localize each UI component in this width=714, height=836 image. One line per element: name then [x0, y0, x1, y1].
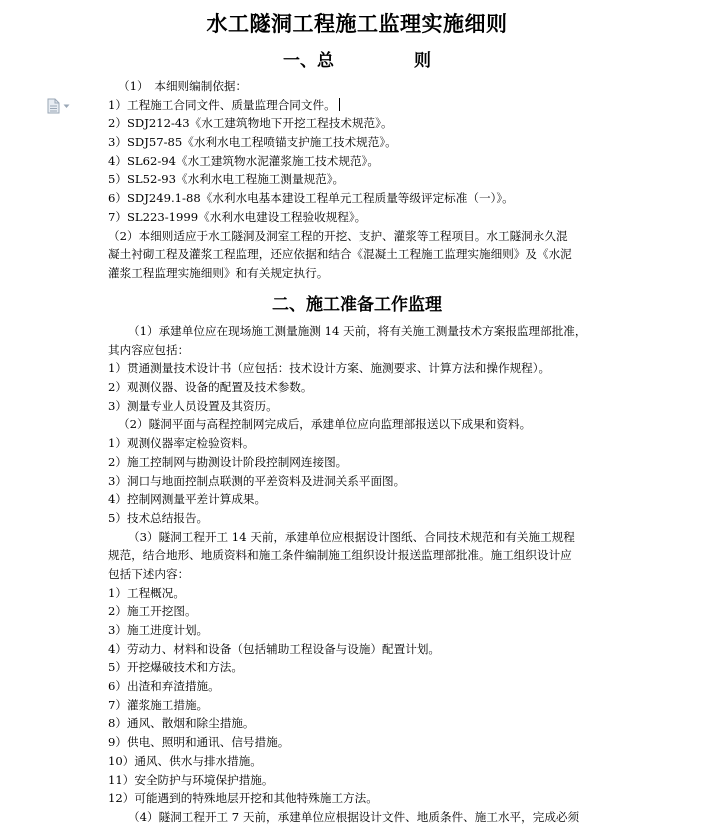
text-line: 规范，结合地形、地质资料和施工条件编制施工组织设计报送监理部批准。施工组织设计应: [108, 548, 572, 563]
chevron-down-icon: [63, 104, 70, 109]
text-line: 5）技术总结报告。: [108, 510, 209, 525]
text-line: 4）控制网测量平差计算成果。: [108, 492, 267, 507]
text-line: 1）工程概况。: [108, 585, 185, 600]
text-line: 6）SDJ249.1-88《水利水电基本建设工程单元工程质量等级评定标准（一）》。: [108, 191, 514, 206]
text-line: 7）灌浆施工措施。: [108, 697, 209, 712]
text-line: 其内容应包括：: [108, 342, 190, 357]
text-line: （1）承建单位应在现场施工测量施测 14 天前，将有关施工测量技术方案报监理部批准，: [128, 324, 587, 338]
document-icon: [47, 98, 60, 114]
text-line: （2）本细则适应于水工隧洞及洞室工程的开挖、支护、灌浆等工程项目。水工隧洞永久混: [108, 228, 568, 243]
text-line: 5）开挖爆破技术和方法。: [108, 660, 243, 675]
document-options-button[interactable]: [47, 98, 75, 114]
text-line: 10）通风、供水与排水措施。: [108, 753, 262, 768]
text-line: 12）可能遇到的特殊地层开挖和其他特殊施工方法。: [108, 791, 378, 806]
text-line: （4）隧洞工程开工 7 天前，承建单位应根据设计文件、地质条件、施工水平，完成必须: [128, 809, 580, 824]
text-line: 6）出渣和弃渣措施。: [108, 679, 220, 694]
section-heading-part-a: 一、总: [283, 51, 334, 71]
text-line: 3）施工进度计划。: [108, 623, 209, 637]
text-line: （1） 本细则编制依据：: [118, 79, 248, 93]
text-line: 2）施工控制网与勘测设计阶段控制网连接图。: [108, 454, 348, 469]
text-line: （3）隧洞工程开工 14 天前，承建单位应根据设计图纸、合同技术规范和有关施工规程: [128, 529, 575, 544]
text-line: 5）SL52-93《水利水电工程施工测量规范》。: [108, 172, 345, 187]
text-line: 4）SL62-94《水工建筑物水泥灌浆施工技术规范》。: [108, 153, 379, 168]
text-line: 包括下述内容：: [108, 566, 190, 581]
text-line: 灌浆工程监理实施细则》和有关规定执行。: [108, 265, 329, 280]
text-cursor: [339, 98, 341, 111]
text-line: 7）SL223-1999《水利水电建设工程验收规程》。: [108, 209, 367, 224]
section-heading-general: [0, 50, 714, 72]
text-line: 1）观测仪器率定检验资料。: [108, 436, 255, 451]
text-line: 4）劳动力、材料和设备（包括辅助工程设备与设施）配置计划。: [108, 641, 441, 656]
text-line: 3）SDJ57-85《水利水电工程喷锚支护施工技术规范》。: [108, 135, 397, 150]
text-line: 3）洞口与地面控制点联测的平差资料及进洞关系平面图。: [108, 473, 406, 488]
document-title: 水工隧洞工程施工监理实施细则: [206, 11, 508, 36]
section-general-body: [108, 77, 618, 283]
text-line: 1）贯通测量技术设计书（应包括：技术设计方案、施测要求、计算方法和操作规程）。: [108, 361, 551, 376]
text-line: 2）SDJ212-43《水工建筑物地下开挖工程技术规范》。: [108, 116, 393, 131]
text-line: 11）安全防护与环境保护措施。: [108, 772, 274, 787]
text-line: 2）施工开挖图。: [108, 604, 197, 619]
text-line: 3）测量专业人员设置及其资历。: [108, 398, 278, 413]
section-preparation-body: [108, 322, 618, 827]
text-line: 凝土衬砌工程及灌浆工程监理，还应依据和结合《混凝土工程施工监理实施细则》及《水泥: [108, 247, 572, 262]
text-line: 9）供电、照明和通讯、信号措施。: [108, 735, 290, 750]
text-line: 8）通风、散烟和除尘措施。: [108, 716, 255, 731]
section-heading-part-b: 则: [414, 51, 431, 71]
text-line: （2）隧洞平面与高程控制网完成后，承建单位应向监理部报送以下成果和资料。: [118, 417, 532, 432]
section-heading-preparation: 二、施工准备工作监理: [272, 295, 442, 315]
text-line: 2）观测仪器、设备的配置及技术参数。: [108, 380, 313, 395]
text-line: 1）工程施工合同文件、质量监理合同文件。: [108, 96, 618, 115]
